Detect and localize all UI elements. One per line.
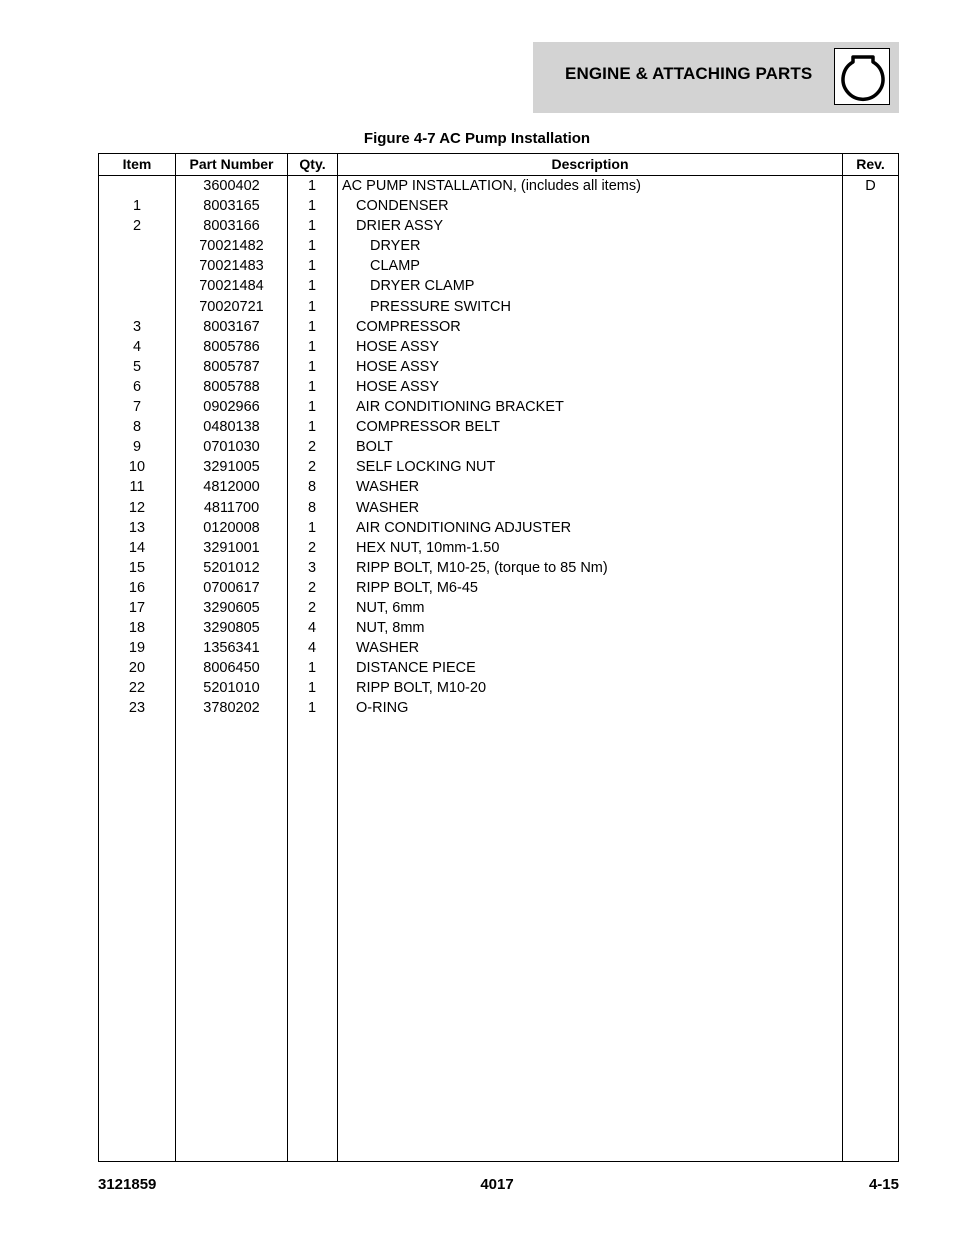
table-row (99, 297, 898, 317)
part-number: 70021482 (199, 238, 264, 255)
table-row (99, 216, 898, 236)
item-number: 14 (128, 539, 146, 556)
table-body (99, 176, 898, 719)
quantity: 1 (307, 198, 317, 215)
description: NUT, 8mm (356, 620, 425, 637)
quantity: 1 (307, 258, 317, 275)
description: O-RING (356, 700, 409, 717)
part-number: 3600402 (203, 178, 260, 194)
table-row (99, 276, 898, 296)
part-number: 8003166 (203, 218, 260, 235)
part-number: 70021483 (199, 258, 264, 275)
table-row (99, 658, 898, 678)
item-number: 3 (132, 318, 142, 335)
item-number: 15 (128, 559, 146, 576)
column-header-part-number: Part Number (189, 156, 274, 172)
part-number: 3291005 (203, 459, 260, 476)
description: AC PUMP INSTALLATION, (includes all items) (342, 178, 641, 194)
item-number: 17 (128, 599, 146, 616)
quantity: 1 (307, 378, 317, 395)
table-row (99, 638, 898, 658)
quantity: 1 (307, 419, 317, 436)
description: HOSE ASSY (356, 358, 440, 375)
quantity: 1 (307, 519, 317, 536)
item-number: 19 (128, 640, 146, 657)
parts-table (98, 153, 899, 1162)
table-row (99, 598, 898, 618)
description: AIR CONDITIONING ADJUSTER (356, 519, 572, 536)
part-number: 3290605 (203, 599, 260, 616)
revision: D (865, 178, 876, 194)
quantity: 1 (307, 399, 317, 416)
quantity: 1 (307, 700, 317, 717)
table-row (99, 357, 898, 377)
quantity: 1 (307, 298, 317, 315)
table-row (99, 176, 898, 196)
description: HOSE ASSY (356, 338, 440, 355)
part-number: 8005788 (203, 378, 260, 395)
description: SELF LOCKING NUT (356, 459, 496, 476)
quantity: 8 (307, 499, 317, 516)
section-header (533, 42, 899, 113)
quantity: 2 (307, 459, 317, 476)
part-number: 5201012 (203, 559, 260, 576)
part-number: 8006450 (203, 660, 260, 677)
engine-icon (834, 48, 890, 105)
item-number: 2 (132, 218, 142, 235)
part-number: 0480138 (203, 419, 260, 436)
part-number: 8003165 (203, 198, 260, 215)
item-number: 23 (128, 700, 146, 717)
table-row (99, 256, 898, 276)
item-number: 18 (128, 620, 146, 637)
table-row (99, 377, 898, 397)
item-number: 6 (132, 378, 142, 395)
part-number: 70021484 (199, 278, 264, 295)
item-number: 11 (129, 479, 145, 496)
part-number: 5201010 (203, 680, 260, 697)
description: RIPP BOLT, M10-20 (356, 680, 487, 697)
description: WASHER (356, 499, 420, 516)
part-number: 0902966 (203, 399, 260, 416)
table-row (99, 678, 898, 698)
table-row (99, 437, 898, 457)
part-number: 0701030 (203, 439, 260, 456)
description: HEX NUT, 10mm-1.50 (356, 539, 500, 556)
quantity: 8 (307, 479, 317, 496)
quantity: 1 (307, 178, 317, 194)
description: CONDENSER (356, 198, 449, 215)
description: PRESSURE SWITCH (370, 298, 511, 315)
quantity: 1 (307, 278, 317, 295)
model-number: 4017 (480, 1176, 514, 1193)
part-number: 8005787 (203, 358, 260, 375)
table-row (99, 397, 898, 417)
description: DRIER ASSY (356, 218, 444, 235)
description: BOLT (356, 439, 393, 456)
description: DRYER CLAMP (370, 278, 475, 295)
item-number: 12 (128, 499, 146, 516)
quantity: 4 (307, 640, 317, 657)
part-number: 8003167 (203, 318, 260, 335)
quantity: 1 (307, 338, 317, 355)
description: AIR CONDITIONING BRACKET (356, 399, 564, 416)
part-number: 0120008 (203, 519, 260, 536)
quantity: 1 (307, 238, 317, 255)
part-number: 0700617 (203, 579, 260, 596)
column-header-rev: Rev. (856, 156, 885, 172)
figure-title: Figure 4-7 AC Pump Installation (363, 130, 591, 147)
description: COMPRESSOR (356, 318, 461, 335)
description: DISTANCE PIECE (356, 660, 476, 677)
part-number: 8005786 (203, 338, 260, 355)
table-row (99, 538, 898, 558)
quantity: 1 (307, 358, 317, 375)
table-row (99, 196, 898, 216)
table-row (99, 417, 898, 437)
description: CLAMP (370, 258, 420, 275)
table-row (99, 498, 898, 518)
table-row (99, 337, 898, 357)
quantity: 1 (307, 318, 317, 335)
table-row (99, 236, 898, 256)
description: HOSE ASSY (356, 378, 440, 395)
quantity: 1 (307, 660, 317, 677)
item-number: 16 (128, 579, 146, 596)
table-row (99, 558, 898, 578)
table-row (99, 578, 898, 598)
column-header-item: Item (122, 156, 152, 172)
item-number: 7 (132, 399, 142, 416)
column-header-description: Description (551, 156, 629, 172)
document-number: 3121859 (98, 1176, 157, 1193)
quantity: 2 (307, 579, 317, 596)
item-number: 10 (128, 459, 146, 476)
part-number: 3290805 (203, 620, 260, 637)
item-number: 4 (132, 338, 142, 355)
item-number: 8 (132, 419, 142, 436)
section-title: ENGINE & ATTACHING PARTS (565, 64, 813, 83)
part-number: 4811700 (203, 499, 260, 516)
quantity: 2 (307, 539, 317, 556)
description: NUT, 6mm (356, 599, 425, 616)
table-row (99, 477, 898, 497)
description: WASHER (356, 479, 420, 496)
part-number: 4812000 (203, 479, 260, 496)
item-number: 13 (128, 519, 146, 536)
table-row (99, 618, 898, 638)
description: DRYER (370, 238, 421, 255)
description: RIPP BOLT, M10-25, (torque to 85 Nm) (356, 559, 608, 576)
table-row (99, 518, 898, 538)
part-number: 3780202 (203, 700, 260, 717)
description: RIPP BOLT, M6-45 (356, 579, 478, 596)
table-row (99, 698, 898, 718)
page-number: 4-15 (868, 1176, 899, 1193)
column-header-qty: Qty. (299, 156, 326, 172)
description: COMPRESSOR BELT (356, 419, 500, 436)
description: WASHER (356, 640, 420, 657)
item-number: 5 (132, 358, 142, 375)
quantity: 4 (307, 620, 317, 637)
table-row (99, 457, 898, 477)
quantity: 3 (307, 559, 317, 576)
item-number: 20 (128, 660, 146, 677)
quantity: 2 (307, 599, 317, 616)
table-row (99, 317, 898, 337)
part-number: 3291001 (203, 539, 260, 556)
part-number: 70020721 (199, 298, 264, 315)
quantity: 2 (307, 439, 317, 456)
quantity: 1 (307, 218, 317, 235)
item-number: 9 (132, 439, 142, 456)
item-number: 1 (132, 198, 142, 215)
part-number: 1356341 (203, 640, 260, 657)
quantity: 1 (307, 680, 317, 697)
item-number: 22 (128, 680, 146, 697)
